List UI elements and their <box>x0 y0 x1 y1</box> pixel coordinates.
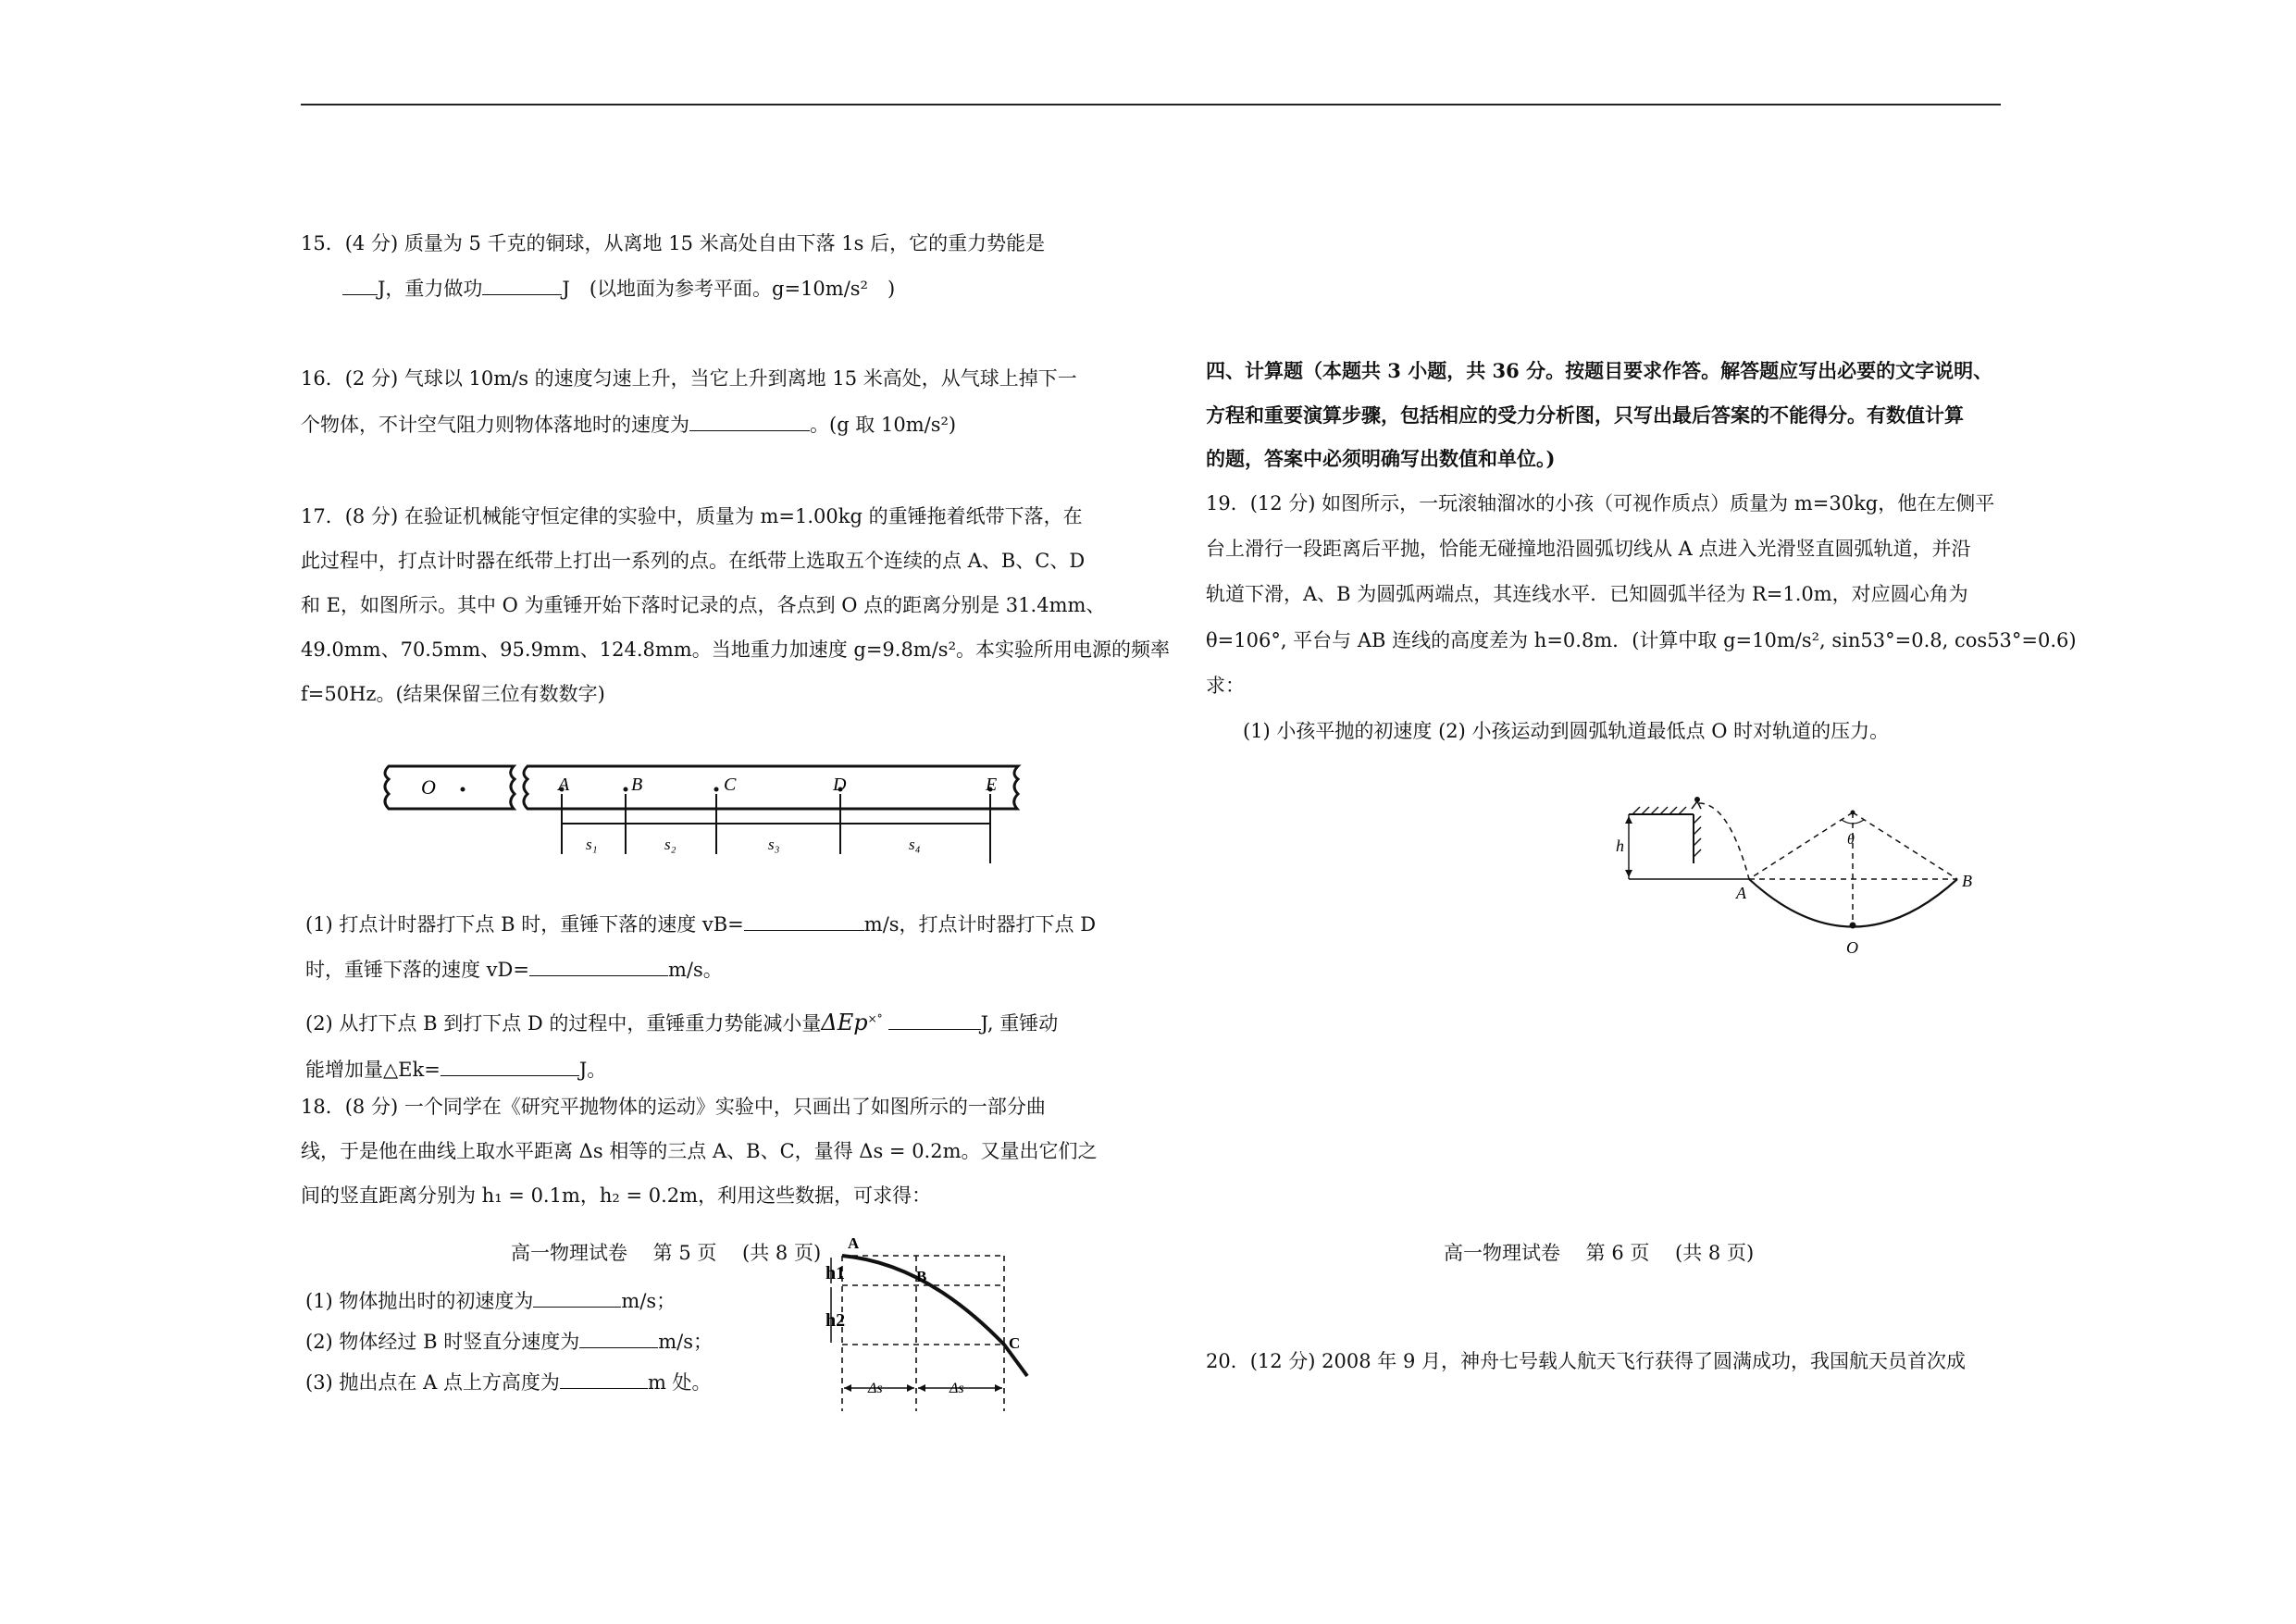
q18-line2: 线，于是他在曲线上取水平距离 Δs 相等的三点 A、B、C，量得 Δs = 0.2m。又量出它们之 <box>301 1140 1098 1162</box>
tape-label-a: A <box>558 775 570 795</box>
circular-track-figure <box>1610 785 1999 965</box>
tape-label-b: B <box>631 775 643 795</box>
tape-dot-o <box>461 787 465 792</box>
q19-line5: 求： <box>1206 675 1245 697</box>
tape-label-s1: s₁ <box>586 836 598 853</box>
label-ds-1: Δs <box>868 1381 883 1396</box>
q16-line2 <box>301 410 956 440</box>
q16-blank-speed[interactable] <box>689 412 810 431</box>
label-point-b-track: B <box>1962 872 1972 890</box>
label-h2: h2 <box>825 1310 846 1331</box>
q18-sub3 <box>305 1368 712 1397</box>
q15-text-a: J，重力做功 <box>378 278 483 300</box>
q17-delta-ep: ΔEp <box>821 1010 868 1035</box>
q18-sub1-text-a: (1) 物体抛出时的初速度为 <box>305 1290 534 1312</box>
q18-blank-vy[interactable] <box>579 1329 658 1348</box>
q17-line1: 17．(8 分) 在验证机械能守恒定律的实验中，质量为 m=1.00kg 的重锤拖着纸带下落，在 <box>301 505 1083 527</box>
trajectory-curve <box>842 1256 1027 1376</box>
label-point-a: A <box>848 1234 860 1252</box>
label-ds-2: Δs <box>949 1381 964 1396</box>
projectile-grid-figure <box>814 1226 1036 1416</box>
q15-line1: 15．(4 分) 质量为 5 千克的铜球，从离地 15 米高处自由下落 1s 后，它的重力势能是 <box>301 232 1046 254</box>
q15-line2 <box>342 274 895 304</box>
q19-line6: (1) 小孩平抛的初速度 (2) 小孩运动到圆弧轨道最低点 O 时对轨道的压力。 <box>1243 720 1890 742</box>
tape-label-s3: s₃ <box>768 836 780 853</box>
q18-sub2 <box>305 1327 713 1357</box>
q17-line4: 49.0mm、70.5mm、95.9mm、124.8mm。当地重力加速度 g=9.8m/s²。本实验所用电源的频率 <box>301 638 1170 661</box>
label-point-b: B <box>916 1268 927 1285</box>
q17-sub2-text-b: J, 重锤动 <box>980 1012 1059 1035</box>
tape-label-d: D <box>833 775 847 795</box>
q18-sub3-text-b: m 处。 <box>647 1371 712 1394</box>
q17-sub2-text-d: J。 <box>578 1059 607 1081</box>
q18-sub3-text-a: (3) 抛出点在 A 点上方高度为 <box>305 1371 560 1394</box>
q17-line5: f=50Hz。(结果保留三位有数数字) <box>301 683 605 705</box>
q18-sub1 <box>305 1286 676 1316</box>
q15-blank-work[interactable] <box>482 276 562 295</box>
q18-blank-v0[interactable] <box>533 1288 621 1308</box>
label-point-a-track: A <box>1736 884 1746 902</box>
section4-line3: 的题，答案中必须明确写出数值和单位。) <box>1206 447 1556 470</box>
q15-blank-potential-energy[interactable] <box>342 276 378 295</box>
q17-sub1-text-a: (1) 打点计时器打下点 B 时，重锤下落的速度 vB= <box>305 913 744 936</box>
q17-sub1-line2 <box>305 955 723 985</box>
q18-sub1-text-b: m/s； <box>621 1290 676 1312</box>
label-theta: θ <box>1847 832 1855 848</box>
q17-blank-ep[interactable] <box>888 1010 981 1030</box>
tape-label-c: C <box>724 775 737 795</box>
tape-label-e: E <box>986 775 998 795</box>
footer-left: 高一物理试卷 第 5 页 (共 8 页) <box>511 1242 822 1264</box>
q19-line1: 19．(12 分) 如图所示，一玩滚轴溜冰的小孩（可视作质点）质量为 m=30kg，他在左侧平 <box>1206 492 1995 514</box>
q19-line4: θ=106°, 平台与 AB 连线的高度差为 h=0.8m．(计算中取 g=10m/s², sin53°=0.8, cos53°=0.6) <box>1206 629 2077 651</box>
q16-text-b: 。(g 取 10m/s²) <box>810 414 957 436</box>
footer-right: 高一物理试卷 第 6 页 (共 8 页) <box>1444 1242 1755 1264</box>
tape-label-s2: s₂ <box>664 836 676 853</box>
q17-sub1-line1 <box>305 910 1096 939</box>
q16-line1: 16．(2 分) 气球以 10m/s 的速度匀速上升，当它上升到离地 15 米高处，从气球上掉下一 <box>301 367 1077 390</box>
q15-text-b: J (以地面为参考平面。g=10m/s² ) <box>562 278 896 300</box>
q17-sub1-text-d: m/s。 <box>667 959 723 981</box>
q18-sub2-text-b: m/s； <box>658 1331 713 1353</box>
tape-label-s4: s₄ <box>909 836 921 853</box>
q18-sub2-text-a: (2) 物体经过 B 时竖直分速度为 <box>305 1331 580 1353</box>
q17-sub2-text-c: 能增加量△Ek= <box>305 1059 441 1081</box>
tape-label-o: O <box>421 775 436 799</box>
section4-line2: 方程和重要演算步骤，包括相应的受力分析图，只写出最后答案的不能得分。有数值计算 <box>1206 403 1964 427</box>
q17-sub2-text-a: (2) 从打下点 B 到打下点 D 的过程中，重锤重力势能减小量 <box>305 1012 822 1035</box>
q17-line3: 和 E，如图所示。其中 O 为重锤开始下落时记录的点，各点到 O 点的距离分别是 31.4mm、 <box>301 594 1106 616</box>
q17-blank-vb[interactable] <box>744 911 864 931</box>
q17-blank-vd[interactable] <box>529 957 668 976</box>
label-point-c: C <box>1009 1334 1021 1352</box>
q16-text-a: 个物体，不计空气阻力则物体落地时的速度为 <box>301 414 689 436</box>
tape-dot-c <box>714 787 719 792</box>
q17-sub2-line1: (2) 从打下点 B 到打下点 D 的过程中，重锤重力势能减小量ΔEp×° J, 重锤动 <box>305 1010 1059 1035</box>
header-rule <box>301 104 2001 105</box>
q17-blank-ek[interactable] <box>441 1057 579 1076</box>
q19-line2: 台上滑行一段距离后平抛，恰能无碰撞地沿圆弧切线从 A 点进入光滑竖直圆弧轨道，并沿 <box>1206 538 1971 560</box>
q17-sub1-text-c: 时，重锤下落的速度 vD= <box>305 959 529 981</box>
q18-blank-height[interactable] <box>560 1370 648 1389</box>
paper-tape-figure <box>370 757 1036 873</box>
tape-dot-b <box>624 787 628 792</box>
q17-line2: 此过程中，打点计时器在纸带上打出一系列的点。在纸带上选取五个连续的点 A、B、C、D <box>301 550 1086 572</box>
label-h1: h1 <box>825 1263 846 1283</box>
q18-line3: 间的竖直距离分别为 h₁ = 0.1m，h₂ = 0.2m，利用这些数据，可求得： <box>301 1184 932 1207</box>
q19-line3: 轨道下滑，A、B 为圆弧两端点，其连线水平．已知圆弧半径为 R=1.0m，对应圆心角为 <box>1206 583 1968 605</box>
label-h: h <box>1616 837 1624 855</box>
q17-sub1-text-b: m/s，打点计时器打下点 D <box>863 913 1097 936</box>
label-point-o: O <box>1846 938 1858 957</box>
section4-line1: 四、计算题（本题共 3 小题，共 36 分。按题目要求作答。解答题应写出必要的文字说明、 <box>1206 359 1993 382</box>
q18-line1: 18．(8 分) 一个同学在《研究平抛物体的运动》实验中，只画出了如图所示的一部分曲 <box>301 1096 1046 1118</box>
q20-line1: 20．(12 分) 2008 年 9 月，神舟七号载人航天飞行获得了圆满成功，我国航天员首次成 <box>1206 1350 1967 1372</box>
q17-sub2-line2 <box>305 1055 606 1085</box>
